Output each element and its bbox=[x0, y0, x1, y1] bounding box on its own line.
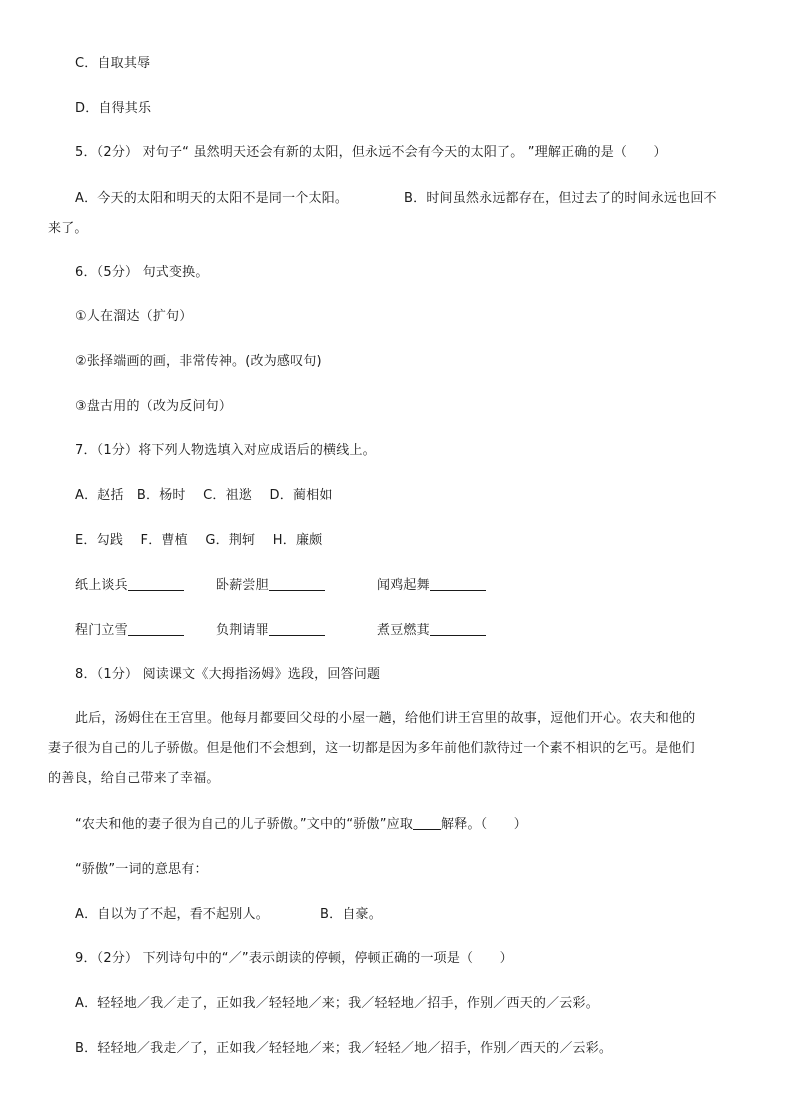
q5-option-a: A．今天的太阳和明天的太阳不是同一个太阳。 bbox=[75, 191, 349, 206]
q6-item-1: ①人在溜达（扩句） bbox=[75, 309, 193, 324]
answer-blank[interactable] bbox=[413, 815, 441, 830]
answer-blank[interactable] bbox=[128, 621, 184, 636]
q4-option-c: C．自取其辱 bbox=[75, 56, 151, 71]
idiom-label: 闻鸡起舞 bbox=[377, 578, 430, 593]
q9-option-a: A．轻轻地／我／走了，正如我／轻轻地／来；我／轻轻地／招手，作别／西天的／云彩。 bbox=[75, 996, 599, 1011]
q4-option-d: D．自得其乐 bbox=[75, 101, 152, 116]
idiom-label: 程门立雪 bbox=[75, 623, 128, 638]
question-text: “农夫和他的妻子很为自己的儿子骄傲。”文中的“骄傲”应取 bbox=[75, 817, 414, 832]
idiom-label: 煮豆燃萁 bbox=[377, 623, 430, 638]
q7-idiom-row-2-col-2 bbox=[216, 621, 325, 641]
q6-item-2: ②张择端画的画，非常传神。(改为感叹句) bbox=[75, 354, 322, 369]
answer-blank[interactable] bbox=[430, 621, 486, 636]
idiom-label: 卧薪尝胆 bbox=[216, 578, 269, 593]
answer-blank[interactable] bbox=[128, 576, 184, 591]
q8-stem: 8．（1分） 阅读课文《大拇指汤姆》选段，回答问题 bbox=[75, 667, 381, 682]
answer-blank[interactable] bbox=[269, 576, 325, 591]
q5-option-b: B．时间虽然永远都存在，但过去了的时间永远也回不 bbox=[404, 191, 717, 206]
q7-idiom-row-1-col-1 bbox=[75, 576, 184, 596]
q5-stem: 5．（2分） 对句子“ 虽然明天还会有新的太阳，但永远不会有今天的太阳了。 ”理解正确的是（ ） bbox=[75, 145, 667, 160]
answer-blank[interactable] bbox=[269, 621, 325, 636]
q8-passage-line-1: 此后，汤姆住在王宫里。他每月都要回父母的小屋一趟，给他们讲王宫里的故事，逗他们开心。农夫和他的 bbox=[75, 711, 696, 726]
q7-idiom-row-1-col-2 bbox=[216, 576, 325, 596]
q9-option-b: B．轻轻地／我走／了，正如我／轻轻地／来；我／轻轻／地／招手，作别／西天的／云彩。 bbox=[75, 1041, 613, 1056]
q7-options-row-1: A．赵括 B．杨时 C．祖逖 D．蔺相如 bbox=[75, 488, 333, 503]
q6-item-3: ③盘古用的（改为反问句） bbox=[75, 399, 233, 414]
q7-idiom-row-1-col-3 bbox=[377, 576, 486, 596]
q8-passage-line-2: 妻子很为自己的儿子骄傲。但是他们不会想到，这一切都是因为多年前他们款待过一个素不相识的乞丐。是他们 bbox=[48, 741, 695, 756]
q7-idiom-row-2-col-3 bbox=[377, 621, 486, 641]
q6-stem: 6．（5分） 句式变换。 bbox=[75, 265, 209, 280]
q5-option-b-continued: 来了。 bbox=[48, 221, 88, 236]
idiom-label: 纸上谈兵 bbox=[75, 578, 128, 593]
answer-blank[interactable] bbox=[430, 576, 486, 591]
idiom-label: 负荆请罪 bbox=[216, 623, 269, 638]
q8-option-b: B．自豪。 bbox=[320, 907, 382, 922]
q8-passage-line-3: 的善良，给自己带来了幸福。 bbox=[48, 771, 220, 786]
q7-stem: 7．（1分）将下列人物选填入对应成语后的横线上。 bbox=[75, 443, 376, 458]
question-text-end: 解释。（ ） bbox=[441, 817, 527, 832]
q9-stem: 9．（2分） 下列诗句中的“／”表示朗读的停顿，停顿正确的一项是（ ） bbox=[75, 951, 513, 966]
q7-options-row-2: E．勾践 F．曹植 G．荆轲 H．廉颇 bbox=[75, 533, 323, 548]
q8-option-a: A．自以为了不起，看不起别人。 bbox=[75, 907, 269, 922]
q8-meaning-label: “骄傲”一词的意思有： bbox=[75, 862, 208, 877]
q7-idiom-row-2-col-1 bbox=[75, 621, 184, 641]
q8-question bbox=[75, 815, 527, 835]
